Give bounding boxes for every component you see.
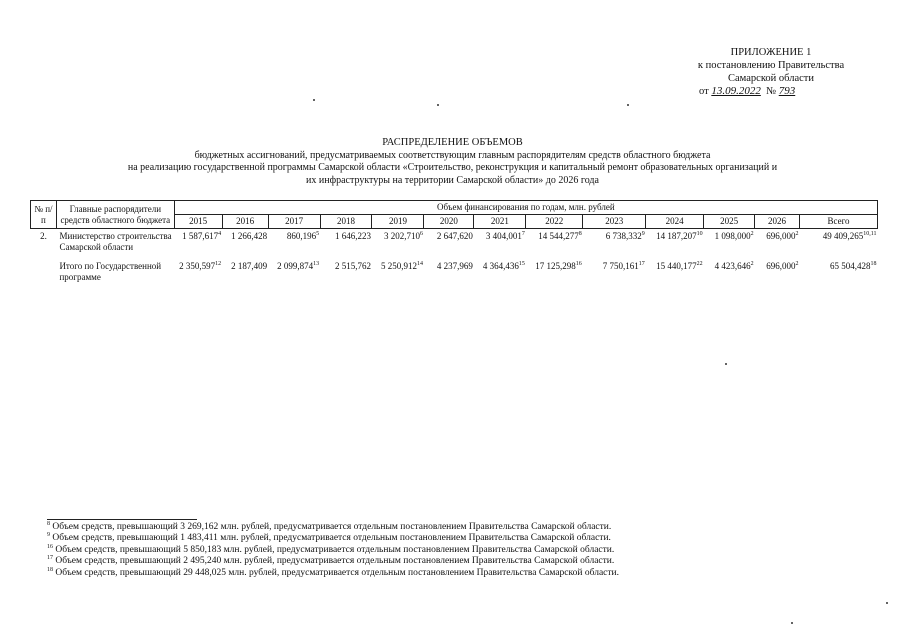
footnote-mark: 17 [47, 555, 53, 562]
value-cell [268, 259, 320, 285]
row-distributor-name: Итого по Государственной программе [59, 261, 162, 282]
appendix-block [671, 46, 871, 98]
footnote [47, 568, 807, 579]
footnote-text: Объем средств, превышающий 2 495,240 млн. рублей, предусматривается отдельным постановлением Правительства Самарской области. [55, 556, 615, 567]
value-text: 3 202,710 [383, 231, 420, 241]
footnotes [47, 522, 807, 579]
year-header-7: 2022 [526, 215, 583, 229]
footnote-marker: 7 [521, 231, 525, 237]
footnote-mark: 8 [47, 520, 50, 527]
footnote-marker: 10 [696, 231, 703, 237]
year-header-0: 2015 [174, 215, 222, 229]
value-text: 1 098,000 [714, 231, 751, 241]
value-cell [372, 229, 424, 256]
appendix-line1: к постановлению Правительства [697, 60, 845, 71]
footnote-marker: 2 [795, 231, 799, 237]
footnote-marker: 15 [518, 261, 525, 267]
footnote-marker: 2 [795, 261, 799, 267]
footnote-marker: 5 [316, 231, 320, 237]
footnote [47, 533, 807, 544]
value-cell [755, 259, 800, 285]
scan-speck [313, 99, 315, 101]
footnote [47, 556, 807, 567]
year-header-4: 2019 [372, 215, 424, 229]
value-text: 3 404,001 [485, 231, 522, 241]
year-header-5: 2020 [424, 215, 474, 229]
year-header-11: 2026 [755, 215, 800, 229]
value-text: 15 440,177 [656, 261, 697, 271]
scan-speck [725, 363, 727, 365]
value-cell [704, 229, 755, 256]
value-cell [320, 259, 372, 285]
year-header-8: 2023 [583, 215, 646, 229]
footnote-marker: 12 [215, 261, 222, 267]
value-text: 2 350,597 [179, 261, 216, 271]
value-text: 1 266,428 [231, 231, 268, 241]
table-row [31, 229, 878, 256]
footnote-marker: 17 [638, 261, 645, 267]
footnote-marker: 2 [750, 231, 754, 237]
from-label: от [699, 86, 709, 97]
scan-speck [437, 104, 439, 106]
decree-date: 13.09.2022 [711, 85, 761, 97]
value-text: 14 544,277 [538, 231, 579, 241]
table-body [31, 229, 878, 286]
scan-speck [627, 104, 629, 106]
footnote-text: Объем средств, превышающий 29 448,025 млн. рублей, предусматривается отдельным постановлением Правительства Самарской области. [55, 567, 620, 578]
footnote-mark: 18 [47, 566, 53, 573]
footnote-marker: 4 [218, 231, 222, 237]
value-cell [755, 229, 800, 256]
year-header-12: Всего [800, 215, 878, 229]
value-text: 2 647,620 [436, 231, 473, 241]
value-cell [583, 229, 646, 256]
value-cell [424, 229, 474, 256]
value-text: 2 099,874 [277, 261, 314, 271]
document-subtitle-1: бюджетных ассигнований, предусматриваемых соответствующим главным распорядителям средств областного бюджета [194, 149, 711, 161]
footnote-marker: 6 [419, 231, 423, 237]
decree-number: 793 [778, 85, 796, 97]
footnote-marker: 13 [313, 261, 320, 267]
value-text: 1 587,617 [182, 231, 219, 241]
value-text: 65 504,428 [830, 261, 871, 271]
table-row [31, 259, 878, 285]
document-subtitle-2: на реализацию государственной программы Самарской области «Строительство, реконструкция и капитальный ремонт образовательных организаций и [127, 162, 778, 173]
appendix-line2: Самарской области [728, 73, 814, 84]
value-cell [372, 259, 424, 285]
row-number: 2. [40, 231, 47, 241]
value-text: 696,000 [766, 231, 796, 241]
footnote-marker: 22 [696, 261, 703, 267]
footnote-marker: 14 [416, 261, 423, 267]
value-text: 6 738,332 [605, 231, 642, 241]
value-text: 2 187,409 [231, 261, 268, 271]
value-text: 17 125,298 [535, 261, 576, 271]
value-cell [800, 229, 878, 256]
year-header-2: 2017 [268, 215, 320, 229]
header-funding: Объем финансирования по годам, млн. рублей [174, 201, 877, 215]
footnote-text: Объем средств, превышающий 5 850,183 млн. рублей, предусматривается отдельным постановлением Правительства Самарской области. [55, 544, 615, 555]
value-cell [174, 229, 222, 256]
appendix-date-line [671, 85, 871, 98]
scan-speck [886, 602, 888, 604]
appendix-title: ПРИЛОЖЕНИЕ 1 [730, 47, 812, 58]
value-text: 5 250,912 [380, 261, 417, 271]
number-label: № [766, 86, 777, 97]
footnote-marker: 9 [641, 231, 645, 237]
value-cell [424, 259, 474, 285]
scan-speck [791, 622, 793, 624]
value-text: 7 750,161 [602, 261, 639, 271]
year-header-1: 2016 [222, 215, 268, 229]
value-text: 4 364,436 [482, 261, 519, 271]
document-title-block [40, 137, 865, 187]
year-header-9: 2024 [646, 215, 704, 229]
year-header-10: 2025 [704, 215, 755, 229]
value-cell [583, 259, 646, 285]
footnote [47, 545, 807, 556]
footnote-text: Объем средств, превышающий 3 269,162 млн. рублей, предусматривается отдельным постановлением Правительства Самарской области. [52, 522, 612, 532]
value-cell [526, 259, 583, 285]
value-text: 49 409,265 [822, 231, 864, 241]
value-cell [646, 229, 704, 256]
value-cell [526, 229, 583, 256]
footnote-mark: 16 [47, 543, 53, 550]
value-text: 4 423,646 [714, 261, 751, 271]
value-text: 14 187,207 [656, 231, 697, 241]
footnote-marker: 2 [750, 261, 754, 267]
footnote-marker: 18 [870, 261, 877, 267]
value-cell [474, 229, 526, 256]
footnote-text: Объем средств, превышающий 1 483,411 млн. рублей, предусматривается отдельным постановлением Правительства Самарской области. [52, 533, 611, 544]
footnote-marker: 10,11 [863, 231, 877, 237]
value-cell [174, 259, 222, 285]
footnote-marker: 16 [575, 261, 582, 267]
budget-table [30, 200, 878, 285]
year-header-6: 2021 [474, 215, 526, 229]
value-text: 696,000 [766, 261, 796, 271]
footnote [47, 522, 807, 533]
value-cell [222, 229, 268, 256]
row-number [31, 259, 57, 285]
value-cell [704, 259, 755, 285]
value-cell [320, 229, 372, 256]
footnote-separator [47, 519, 197, 520]
value-text: 4 237,969 [436, 261, 473, 271]
value-cell [222, 259, 268, 285]
footnote-marker: 8 [578, 231, 582, 237]
value-text: 860,196 [286, 231, 317, 241]
value-text: 1 646,223 [334, 231, 371, 241]
year-header-3: 2018 [320, 215, 372, 229]
header-distributor: Главные распорядители средств областного бюджета [56, 201, 174, 229]
value-cell [800, 259, 878, 285]
value-cell [268, 229, 320, 256]
row-distributor-name: Министерство строительства Самарской области [59, 231, 172, 252]
document-title: РАСПРЕДЕЛЕНИЕ ОБЪЕМОВ [382, 137, 523, 148]
value-text: 2 515,762 [334, 261, 371, 271]
header-num: № п/п [31, 201, 57, 229]
footnote-mark: 9 [47, 532, 50, 539]
value-cell [474, 259, 526, 285]
value-cell [646, 259, 704, 285]
document-subtitle-3: их инфраструктуры на территории Самарской области» до 2026 года [306, 174, 599, 186]
